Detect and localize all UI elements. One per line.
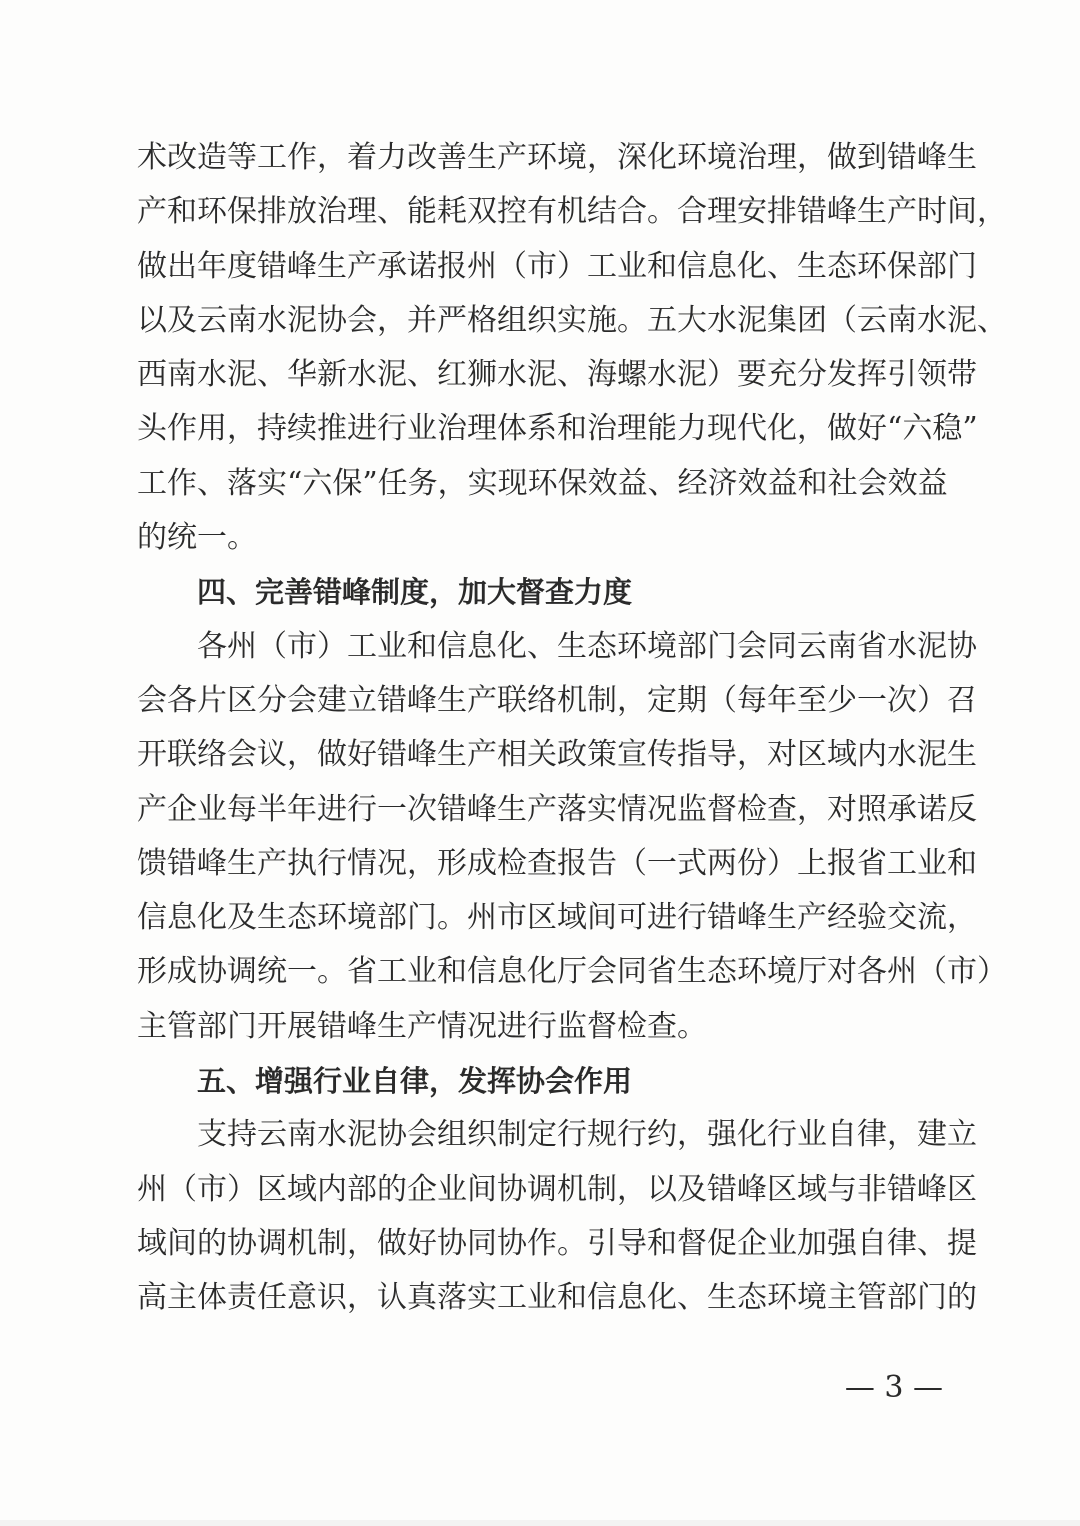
paragraph-line: 馈错峰生产执行情况，形成检查报告（一式两份）上报省工业和 [137, 845, 977, 881]
paragraph-line: 以及云南水泥协会，并严格组织实施。五大水泥集团（云南水泥、 [137, 302, 1007, 338]
paragraph-line: 术改造等工作，着力改善生产环境，深化环境治理，做到错峰生 [137, 140, 977, 175]
section-heading: 四、完善错峰制度，加大督查力度 [197, 575, 633, 610]
paragraph-line: 形成协调统一。省工业和信息化厅会同省生态环境厅对各州（市） [137, 954, 1007, 990]
paragraph-line: 主管部门开展错峰生产情况进行监督检查。 [137, 1008, 707, 1044]
paragraph-line: 各州（市）工业和信息化、生态环境部门会同云南省水泥协 [197, 628, 977, 664]
document-body [137, 131, 1007, 1326]
paragraph-line: 工作、落实“六保”任务，实现环保效益、经济效益和社会效益 [137, 465, 948, 501]
paragraph-line: 域间的协调机制，做好协同协作。引导和督促企业加强自律、提 [137, 1225, 977, 1261]
section-heading: 五、增强行业自律，发挥协会作用 [197, 1064, 633, 1099]
paragraph-line: 州（市）区域内部的企业间协调机制，以及错峰区域与非错峰区 [137, 1171, 977, 1207]
paragraph-line: 西南水泥、华新水泥、红狮水泥、海螺水泥）要充分发挥引领带 [137, 357, 977, 393]
paragraph-line: 信息化及生态环境部门。州市区域间可进行错峰生产经验交流， [137, 900, 977, 936]
paragraph-line: 支持云南水泥协会组织制定行规行约，强化行业自律，建立 [197, 1117, 977, 1153]
paragraph-line: 开联络会议，做好错峰生产相关政策宣传指导，对区域内水泥生 [137, 737, 977, 773]
paragraph-line: 产企业每半年进行一次错峰生产落实情况监督检查，对照承诺反 [137, 791, 977, 827]
paragraph-line: 产和环保排放治理、能耗双控有机结合。合理安排错峰生产时间， [137, 194, 1007, 230]
paragraph-line: 的统一。 [137, 520, 257, 556]
paragraph-line: 头作用，持续推进行业治理体系和治理能力现代化，做好“六稳” [137, 411, 978, 447]
page-number: — 3 — [844, 1370, 943, 1405]
paragraph-line: 做出年度错峰生产承诺报州（市）工业和信息化、生态环保部门 [137, 248, 977, 284]
paragraph-line: 高主体责任意识，认真落实工业和信息化、生态环境主管部门的 [137, 1280, 977, 1316]
paragraph-line: 会各片区分会建立错峰生产联络机制，定期（每年至少一次）召 [137, 682, 977, 718]
page-bottom-edge [0, 1520, 1080, 1526]
